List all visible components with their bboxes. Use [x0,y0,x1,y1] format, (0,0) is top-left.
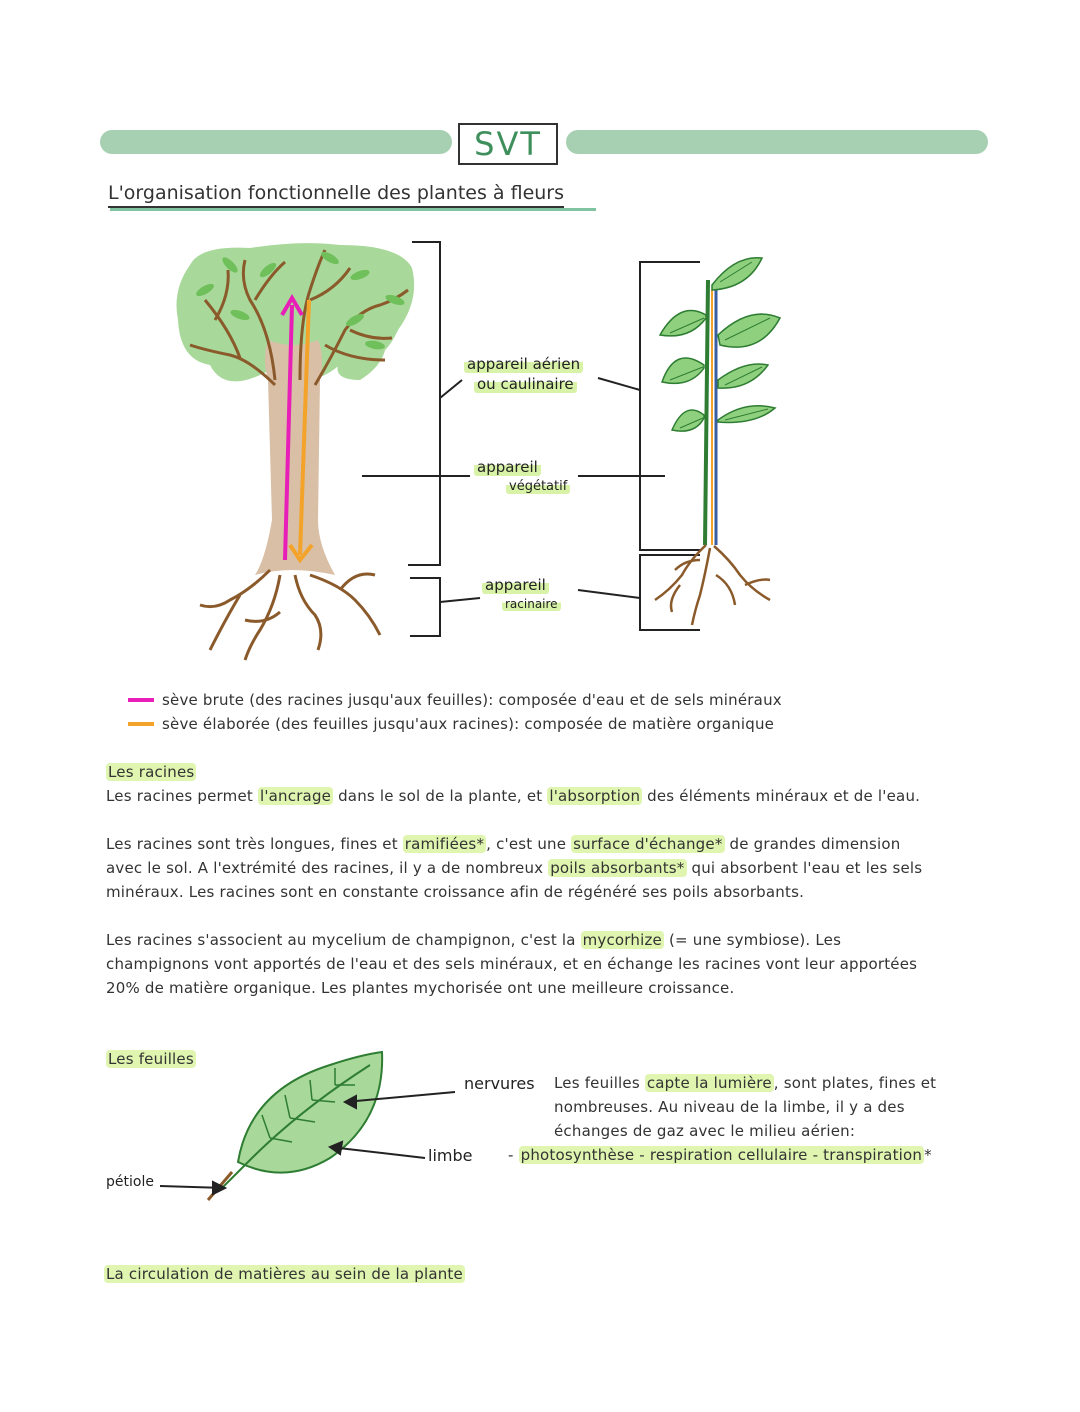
label-petiole: pétiole [106,1174,154,1190]
legend [128,688,782,736]
circulation-heading: La circulation de matières au sein de la plante [106,1265,463,1283]
leaf-drawing [208,1052,382,1200]
page-title: L'organisation fonctionnelle des plantes à fleurs [108,182,564,208]
young-plant [655,258,780,625]
label-appareil-racinaire: appareil racinaire [482,576,561,613]
legend-item-seve-brute: sève brute (des racines jusqu'aux feuilles): composée d'eau et de sels minéraux [128,688,782,712]
label-limbe: limbe [428,1146,473,1165]
feuilles-text: Les feuilles capte la lumière , sont plates, fines et nombreuses. Au niveau de la limbe, il y a des échanges de gaz avec le milieu aérien: [554,1074,937,1140]
tree-roots [200,570,380,660]
racines-heading: Les racines [108,763,195,781]
feuilles-heading: Les feuilles [108,1050,194,1068]
subject-title: SVT [474,125,542,163]
label-appareil-aerien: appareil aérien ou caulinaire [464,354,583,394]
racines-p3: Les racines s'associent au mycelium de champignon, c'est la mycorhize (= une symbiose). Les champignons vont apportés de l'eau et des sels minéraux, et en échange les racines vont leur apportées 20% de matière organique. Les plantes mychorisée ont une meilleure croissance. [106,931,918,997]
feuilles-exchanges: - photosynthèse - respiration cellulaire - transpiration * [508,1146,932,1164]
racines-p2: Les racines sont très longues, fines et ramifiées* , c'est une surface d'échange* de grandes dimension avec le sol. A l'extrémité des racines, il y a de nombreux poils absorbants* qui absorbent l'eau et les sels minéraux. Les racines sont en constante croissance afin de régénéré ses poils absorbants. [106,835,923,901]
legend-item-seve-elaboree: sève élaborée (des feuilles jusqu'aux racines): composée de matière organique [128,712,782,736]
label-nervures: nervures [464,1074,535,1093]
racines-p1: Les racines permet l'ancrage dans le sol de la plante, et l'absorption des éléments minéraux et de l'eau. [106,787,921,805]
leaf-label-arrows [160,1092,455,1194]
label-appareil-vegetatif: appareil végétatif [474,458,570,496]
legend-swatch-orange [128,722,154,726]
legend-swatch-pink [128,698,154,702]
left-brackets [408,242,440,636]
